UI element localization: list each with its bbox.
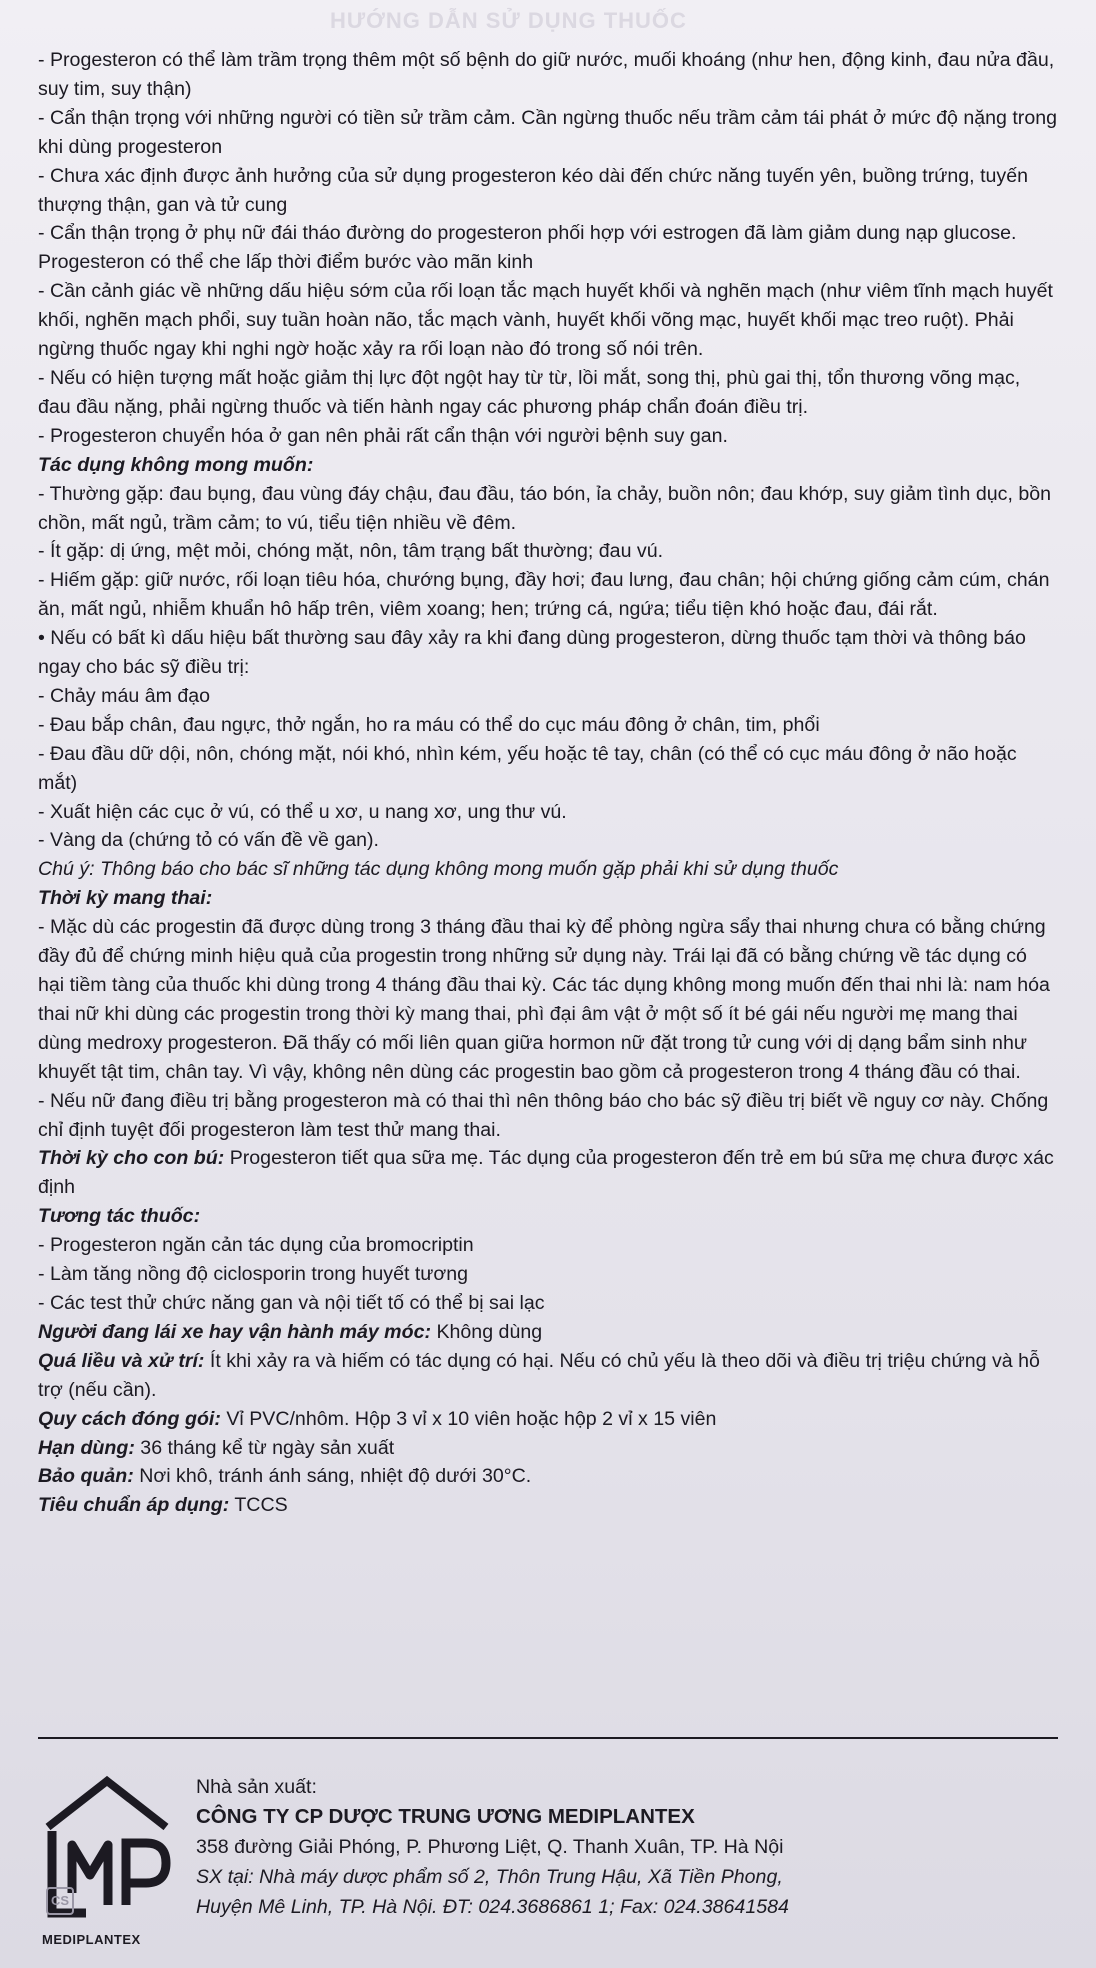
- side-effects-heading: Tác dụng không mong muốn:: [38, 453, 314, 476]
- manufacturer-contact: Huyện Mê Linh, TP. Hà Nội. ĐT: 024.3686861 1; Fax: 024.38641584: [196, 1896, 789, 1918]
- pregnancy-heading: Thời kỳ mang thai:: [38, 887, 213, 910]
- pregnancy-item: - Nếu nữ đang điều trị bằng progesteron mà có thai thì nên thông báo cho bác sỹ điều trị biết về nguy cơ này. Chống chỉ định tuyệt đối progesteron làm test thử mang thai.: [38, 1089, 1049, 1141]
- side-effect-item: - Hiếm gặp: giữ nước, rối loạn tiêu hóa, chướng bụng, đầy hơi; đau lưng, đau chân; hội chứng giống cảm cúm, chán ăn, mất ngủ, nhiễm khuẩn hô hấp trên, viêm xoang; hen; trứng cá, ngứa; tiểu tiện khó hoặc đau, đái rắt.: [38, 569, 1050, 621]
- warning-item: - Progesteron chuyển hóa ở gan nên phải rất cẩn thận với người bệnh suy gan.: [38, 424, 728, 447]
- packaging: Quy cách đóng gói: Vỉ PVC/nhôm. Hộp 3 vỉ x 10 viên hoặc hộp 2 vỉ x 15 viên: [38, 1407, 717, 1430]
- manufacturer-company: CÔNG TY CP DƯỢC TRUNG ƯƠNG MEDIPLANTEX: [196, 1805, 695, 1828]
- interaction-item: - Các test thử chức năng gan và nội tiết tố có thể bị sai lạc: [38, 1291, 545, 1314]
- overdose: Quá liều và xử trí: Ít khi xảy ra và hiếm có tác dụng có hại. Nếu có chủ yếu là theo dõi và điều trị triệu chứng và hỗ trợ (nếu cần).: [38, 1349, 1040, 1401]
- shelf-life: Hạn dùng: 36 tháng kể từ ngày sản xuất: [38, 1436, 395, 1459]
- warning-item: - Cần cảnh giác về những dấu hiệu sớm của rối loạn tắc mạch huyết khối và nghẽn mạch (như viêm tĩnh mạch huyết khối, nghẽn mạch phổi, suy tuần hoàn não, tắc mạch vành, huyết khối võng mạc, huyết khối mạc treo ruột). Phải ngừng thuốc ngay khi nghi ngờ hoặc xảy ra rối loạn nào đó trong số nói trên.: [38, 280, 1053, 361]
- leaflet-text: [38, 46, 1058, 1520]
- interaction-item: - Progesteron ngăn cản tác dụng của bromocriptin: [38, 1234, 474, 1257]
- side-effect-item: - Vàng da (chứng tỏ có vấn đề về gan).: [38, 829, 379, 852]
- side-effect-item: - Đau bắp chân, đau ngực, thở ngắn, ho ra máu có thể do cục máu đông ở chân, tim, phổi: [38, 713, 820, 736]
- header-watermark: HƯỚNG DẪN SỬ DỤNG THUỐC: [330, 8, 687, 33]
- warning-item: - Cẩn thận trọng với những người có tiền sử trầm cảm. Cần ngừng thuốc nếu trầm cảm tái phát ở mức độ nặng trong khi dùng progesteron: [38, 106, 1058, 158]
- warning-item: - Chưa xác định được ảnh hưởng của sử dụng progesteron kéo dài đến chức năng tuyến yên, buồng trứng, tuyến thượng thận, gan và tử cung: [38, 164, 1029, 216]
- standard: Tiêu chuẩn áp dụng: TCCS: [38, 1494, 288, 1517]
- pregnancy-item: - Mặc dù các progestin đã được dùng trong 3 tháng đầu thai kỳ để phòng ngừa sẩy thai nhưng chưa có bằng chứng đầy đủ để chứng minh hiệu quả của progestin trong những sử dụng này. Trái lại đã có bằng chứng về tác dụng có hại tiềm tàng của thuốc khi dùng trong 4 tháng đầu thai kỳ. Các tác dụng không mong muốn đến thai nhi là: nam hóa thai nữ khi dùng các progestin trong thời kỳ mang thai, phì đại âm vật ở một số ít bé gái nếu người mẹ mang thai dùng medroxy progesteron. Đã thấy có mối liên quan giữa hormon nữ đặt trong tử cung với dị dạng bẩm sinh như khuyết tật tim, chân tay. Vì vậy, không nên dùng các progestin bao gồm cả progesteron trong 4 tháng đầu có thai.: [38, 916, 1050, 1083]
- warning-item: - Cẩn thận trọng ở phụ nữ đái tháo đường do progesteron phối hợp với estrogen đã làm giảm dung nạp glucose. Progesteron có thể che lấp thời điểm bước vào mãn kinh: [38, 222, 1017, 274]
- side-effect-item: • Nếu có bất kì dấu hiệu bất thường sau đây xảy ra khi đang dùng progesteron, dừng thuốc tạm thời và thông báo ngay cho bác sỹ điều trị:: [38, 627, 1026, 679]
- side-effects-note: Chú ý: Thông báo cho bác sĩ những tác dụng không mong muốn gặp phải khi sử dụng thuốc: [38, 858, 839, 881]
- manufacturer-address: 358 đường Giải Phóng, P. Phương Liệt, Q. Thanh Xuân, TP. Hà Nội: [196, 1836, 784, 1858]
- warning-item: - Progesteron có thể làm trầm trọng thêm một số bệnh do giữ nước, muối khoáng (như hen, động kinh, đau nửa đầu, suy tim, suy thận): [38, 49, 1055, 100]
- manufacturer-block: [196, 1772, 1076, 1922]
- side-effect-item: - Xuất hiện các cục ở vú, có thể u xơ, u nang xơ, ung thư vú.: [38, 800, 567, 823]
- side-effect-item: - Ít gặp: dị ứng, mệt mỏi, chóng mặt, nôn, tâm trạng bất thường; đau vú.: [38, 540, 664, 563]
- interactions-heading: Tương tác thuốc:: [38, 1205, 201, 1228]
- divider: [38, 1737, 1058, 1739]
- storage: Bảo quản: Nơi khô, tránh ánh sáng, nhiệt độ dưới 30°C.: [38, 1465, 532, 1488]
- side-effect-item: - Đau đầu dữ dội, nôn, chóng mặt, nói khó, nhìn kém, yếu hoặc tê tay, chân (có thể có cục máu đông ở não hoặc mắt): [38, 742, 1017, 794]
- driving: Người đang lái xe hay vận hành máy móc: Không dùng: [38, 1320, 543, 1343]
- side-effect-item: - Thường gặp: đau bụng, đau vùng đáy chậu, đau đầu, táo bón, ỉa chảy, buồn nôn; đau khớp, suy giảm tình dục, bồn chồn, mất ngủ, trầm cảm; to vú, tiểu tiện nhiều về đêm.: [38, 482, 1052, 534]
- warning-item: - Nếu có hiện tượng mất hoặc giảm thị lực đột ngột hay từ từ, lồi mắt, song thị, phù gai thị, tổn thương võng mạc, đau đầu nặng, phải ngừng thuốc và tiến hành ngay các phương pháp chẩn đoán điều trị.: [38, 366, 1021, 418]
- logo-brand: MEDIPLANTEX: [42, 1932, 141, 1947]
- side-effect-item: - Chảy máu âm đạo: [38, 684, 211, 707]
- manufacturer-factory: SX tại: Nhà máy dược phẩm số 2, Thôn Trung Hậu, Xã Tiền Phong,: [196, 1866, 783, 1888]
- breastfeeding: Thời kỳ cho con bú: Progesteron tiết qua sữa mẹ. Tác dụng của progesteron đến trẻ em bú sữa mẹ chưa được xác định: [38, 1147, 1054, 1199]
- interaction-item: - Làm tăng nồng độ ciclosporin trong huyết tương: [38, 1263, 469, 1286]
- manufacturer-label: Nhà sản xuất:: [196, 1776, 317, 1798]
- cs-watermark-icon: CS: [46, 1887, 74, 1915]
